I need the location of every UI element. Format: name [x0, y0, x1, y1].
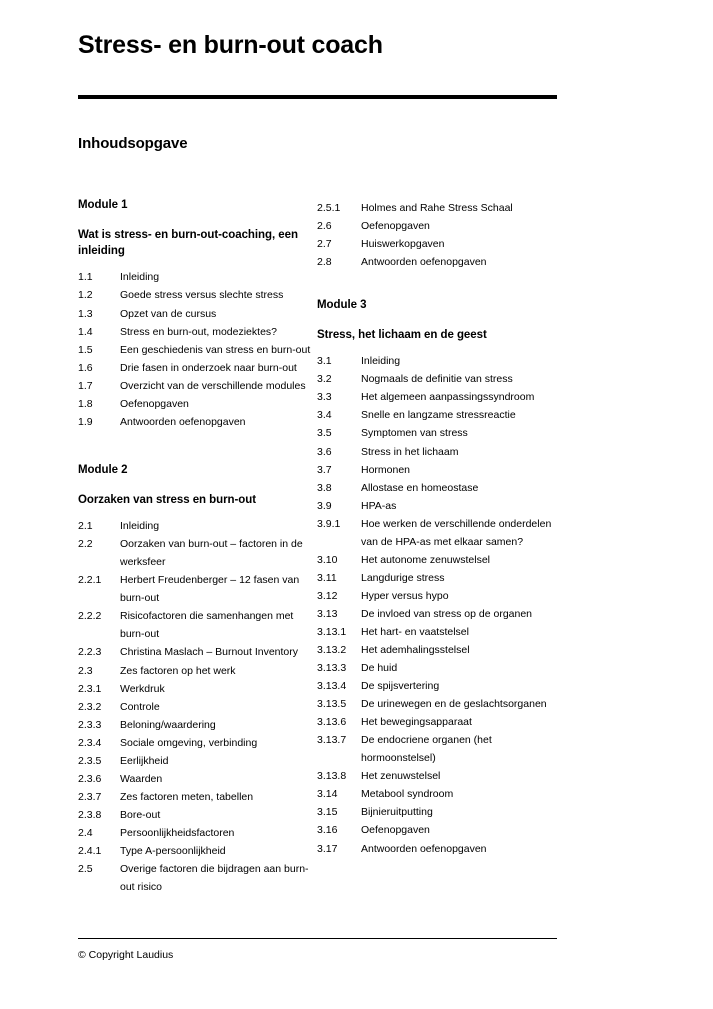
module-3-label: Module 3 — [317, 298, 367, 311]
toc-entry-label: De huid — [361, 662, 398, 675]
module-2-entry-list — [78, 517, 317, 896]
toc-entry-label: Stress en burn-out, modeziektes? — [120, 325, 277, 338]
toc-entry[interactable] — [317, 497, 556, 515]
toc-entry-number: 2.8 — [317, 255, 332, 268]
module-1-subtitle: Wat is stress- en burn-out-coaching, een inleiding — [78, 228, 298, 258]
toc-entry-label: Het ademhalingsstelsel — [361, 644, 470, 657]
toc-entry-number: 3.13.3 — [317, 662, 347, 675]
toc-entry-label: Type A-persoonlijkheid — [120, 845, 226, 857]
toc-entry-label: Antwoorden oefenopgaven — [120, 415, 246, 428]
toc-entry[interactable] — [78, 305, 317, 323]
toc-entry-label: Overzicht van de verschillende modules — [120, 379, 306, 392]
page-content — [78, 0, 557, 896]
toc-entry[interactable] — [317, 659, 556, 677]
toc-entry-number: 1.3 — [78, 307, 93, 320]
toc-columns — [78, 152, 557, 896]
toc-entry-number: 3.14 — [317, 788, 338, 801]
toc-entry-label: Holmes and Rahe Stress Schaal — [361, 201, 513, 214]
toc-entry-number: 3.17 — [317, 842, 338, 855]
toc-entry[interactable] — [317, 551, 556, 569]
toc-entry[interactable] — [78, 341, 317, 359]
toc-entry[interactable] — [78, 377, 317, 395]
toc-entry-label: Hoe werken de verschillende onderdelen van de HPA-as met elkaar samen? — [361, 517, 552, 548]
toc-entry[interactable] — [78, 571, 317, 607]
toc-entry-label: Drie fasen in onderzoek naar burn-out — [120, 361, 297, 374]
toc-entry-label: Oefenopgaven — [120, 397, 189, 410]
toc-entry[interactable] — [78, 323, 317, 341]
toc-entry-label: Goede stress versus slechte stress — [120, 289, 284, 302]
toc-entry-number: 3.13.4 — [317, 680, 347, 693]
module-1-section — [78, 199, 317, 431]
toc-entry-label: Stress in het lichaam — [361, 445, 459, 458]
toc-entry-number: 2.2.1 — [78, 574, 102, 587]
toc-entry-label: Risicofactoren die samenhangen met burn-out — [120, 610, 294, 641]
module-1-label: Module 1 — [78, 198, 128, 211]
toc-entry-number: 1.9 — [78, 415, 93, 428]
toc-entry[interactable] — [78, 824, 317, 842]
toc-entry-number: 2.2.3 — [78, 646, 102, 659]
toc-entry-number: 3.15 — [317, 806, 338, 819]
toc-entry-label: Sociale omgeving, verbinding — [120, 736, 258, 749]
toc-entry[interactable] — [317, 443, 556, 461]
toc-entry-number: 3.13.1 — [317, 625, 347, 638]
toc-entry-number: 2.3.5 — [78, 754, 102, 767]
toc-entry[interactable] — [317, 217, 556, 235]
toc-entry[interactable] — [317, 803, 556, 821]
toc-entry-number: 3.11 — [317, 571, 337, 584]
toc-entry[interactable] — [78, 806, 317, 824]
module-3-section — [317, 299, 556, 858]
toc-entry-number: 3.16 — [317, 824, 338, 837]
toc-entry-label: Overige factoren die bijdragen aan burn-out risico — [120, 863, 309, 894]
toc-heading: Inhoudsopgave — [78, 134, 188, 152]
page-title: Stress- en burn-out coach — [78, 31, 383, 59]
toc-entry-label: Snelle en langzame stressreactie — [361, 409, 516, 422]
toc-entry[interactable] — [317, 388, 556, 406]
toc-entry-label: De spijsvertering — [361, 680, 440, 693]
toc-entry[interactable] — [317, 677, 556, 695]
toc-entry-number: 2.6 — [317, 219, 332, 232]
toc-entry-label: Persoonlijkheidsfactoren — [120, 826, 235, 839]
toc-entry-label: Allostase en homeostase — [361, 481, 479, 494]
toc-entry[interactable] — [317, 515, 556, 551]
toc-entry[interactable] — [78, 680, 317, 698]
toc-entry-label: Het autonome zenuwstelsel — [361, 553, 490, 566]
toc-entry[interactable] — [317, 406, 556, 424]
module-2-continued-section — [317, 199, 556, 271]
toc-entry[interactable] — [78, 698, 317, 716]
toc-entry-number: 3.4 — [317, 409, 332, 422]
toc-entry-number: 1.7 — [78, 379, 93, 392]
toc-entry-number: 2.7 — [317, 237, 332, 250]
toc-entry-label: Zes factoren meten, tabellen — [120, 790, 254, 803]
toc-entry-number: 3.8 — [317, 481, 332, 494]
toc-entry-number: 3.1 — [317, 355, 332, 368]
toc-entry[interactable] — [317, 569, 556, 587]
toc-entry-label: Oefenopgaven — [361, 219, 430, 232]
toc-entry-number: 2.3.8 — [78, 808, 102, 821]
toc-entry[interactable] — [317, 587, 556, 605]
toc-entry-label: Werkdruk — [120, 682, 165, 695]
toc-entry-label: HPA-as — [361, 499, 397, 512]
toc-entry-number: 3.7 — [317, 463, 332, 476]
toc-entry-number: 2.4 — [78, 826, 93, 839]
toc-entry-number: 2.2.2 — [78, 610, 102, 623]
toc-entry[interactable] — [78, 842, 317, 860]
toc-entry-label: Antwoorden oefenopgaven — [361, 842, 487, 855]
toc-entry-number: 1.4 — [78, 325, 93, 338]
toc-entry[interactable] — [317, 253, 556, 271]
toc-entry-number: 1.2 — [78, 289, 93, 302]
module-2-continued-entry-list — [317, 199, 556, 271]
toc-entry[interactable] — [317, 785, 556, 803]
toc-entry[interactable] — [317, 713, 556, 731]
toc-entry-label: Herbert Freudenberger – 12 fasen van burn-out — [120, 574, 300, 605]
toc-entry-label: Christina Maslach – Burnout Inventory — [120, 646, 299, 659]
toc-entry-label: Waarden — [120, 772, 163, 785]
toc-entry-label: Bijnieruitputting — [361, 806, 433, 819]
toc-entry[interactable] — [78, 359, 317, 377]
toc-entry-label: Opzet van de cursus — [120, 307, 217, 320]
toc-entry-label: Hyper versus hypo — [361, 589, 449, 602]
module-1-entry-list — [78, 268, 317, 430]
toc-entry-label: Antwoorden oefenopgaven — [361, 255, 487, 268]
toc-entry-number: 1.8 — [78, 397, 93, 410]
toc-entry-number: 3.9.1 — [317, 517, 341, 530]
toc-entry-label: Oorzaken van burn-out – factoren in de werksfeer — [120, 538, 303, 569]
toc-entry-number: 3.6 — [317, 445, 332, 458]
toc-entry-label: De endocriene organen (het hormoonstelsel) — [361, 734, 492, 765]
toc-entry-number: 2.3.1 — [78, 682, 102, 695]
toc-entry-number: 3.13.7 — [317, 734, 347, 747]
section-spacer — [78, 431, 317, 464]
toc-entry-label: Nogmaals de definitie van stress — [361, 373, 513, 386]
toc-entry-number: 1.5 — [78, 343, 93, 356]
toc-entry[interactable] — [78, 413, 317, 431]
toc-entry[interactable] — [317, 605, 556, 623]
toc-entry[interactable] — [78, 286, 317, 304]
toc-entry-number: 2.3.4 — [78, 736, 102, 749]
toc-entry[interactable] — [78, 788, 317, 806]
section-spacer — [317, 271, 556, 299]
toc-column-left — [78, 199, 317, 896]
toc-entry-label: Symptomen van stress — [361, 427, 468, 440]
toc-entry-number: 2.4.1 — [78, 845, 102, 857]
module-3-subtitle: Stress, het lichaam en de geest — [317, 328, 487, 341]
toc-entry-label: Metabool syndroom — [361, 788, 454, 801]
toc-entry-label: Beloning/waardering — [120, 718, 216, 731]
toc-entry-number: 2.3.6 — [78, 772, 102, 785]
module-3-entry-list — [317, 352, 556, 857]
toc-entry[interactable] — [78, 662, 317, 680]
toc-entry[interactable] — [78, 268, 317, 286]
toc-entry-number: 2.3.7 — [78, 790, 102, 803]
toc-entry-label: Controle — [120, 700, 160, 713]
toc-entry[interactable] — [78, 716, 317, 734]
toc-entry[interactable] — [78, 770, 317, 788]
toc-entry-label: Huiswerkopgaven — [361, 237, 445, 250]
toc-entry[interactable] — [78, 517, 317, 535]
toc-entry[interactable] — [78, 643, 317, 661]
toc-entry[interactable] — [317, 623, 556, 641]
toc-entry[interactable] — [317, 641, 556, 659]
toc-entry[interactable] — [317, 461, 556, 479]
toc-entry-label: Zes factoren op het werk — [120, 664, 236, 677]
toc-entry[interactable] — [317, 424, 556, 442]
toc-entry-label: Inleiding — [361, 355, 401, 368]
toc-entry-number: 2.1 — [78, 520, 93, 533]
module-2-subtitle: Oorzaken van stress en burn-out — [78, 493, 257, 506]
toc-entry-number: 3.13.6 — [317, 716, 347, 729]
toc-entry-label: Hormonen — [361, 463, 411, 476]
toc-entry-number: 2.3 — [78, 664, 93, 677]
toc-entry[interactable] — [78, 860, 317, 896]
copyright-notice: © Copyright Laudius — [78, 949, 174, 961]
toc-entry[interactable] — [78, 752, 317, 770]
toc-entry-label: Inleiding — [120, 271, 160, 284]
toc-entry-label: Het hart- en vaatstelsel — [361, 625, 469, 638]
toc-entry[interactable] — [317, 235, 556, 253]
toc-entry-number: 2.5 — [78, 863, 93, 876]
toc-entry-label: Langdurige stress — [361, 571, 445, 584]
toc-entry-number: 3.13.5 — [317, 698, 347, 711]
toc-entry[interactable] — [78, 607, 317, 643]
toc-entry[interactable] — [317, 352, 556, 370]
toc-entry-number: 1.1 — [78, 271, 93, 284]
toc-entry[interactable] — [317, 767, 556, 785]
toc-entry-number: 1.6 — [78, 361, 93, 374]
toc-entry-number: 3.13 — [317, 607, 338, 620]
toc-entry-label: Het bewegingsapparaat — [361, 716, 472, 729]
toc-entry[interactable] — [317, 731, 556, 767]
toc-entry-number: 3.10 — [317, 553, 338, 566]
toc-entry[interactable] — [78, 535, 317, 571]
toc-entry[interactable] — [317, 479, 556, 497]
toc-entry-label: Het algemeen aanpassingssyndroom — [361, 391, 535, 404]
toc-entry[interactable] — [78, 734, 317, 752]
module-2-section — [78, 464, 317, 896]
toc-entry-number: 2.5.1 — [317, 201, 341, 214]
toc-entry-label: Inleiding — [120, 520, 160, 533]
toc-entry-label: De invloed van stress op de organen — [361, 607, 533, 620]
toc-entry-label: Oefenopgaven — [361, 824, 430, 837]
toc-entry-number: 3.2 — [317, 373, 332, 386]
toc-entry-number: 3.9 — [317, 499, 332, 512]
module-2-label: Module 2 — [78, 463, 128, 476]
toc-column-right — [300, 199, 556, 896]
toc-entry-number: 2.3.2 — [78, 700, 102, 713]
toc-entry-number: 3.12 — [317, 589, 338, 602]
toc-entry-label: De urinewegen en de geslachtsorganen — [361, 698, 547, 711]
toc-entry[interactable] — [317, 840, 556, 858]
toc-entry[interactable] — [78, 395, 317, 413]
toc-entry-label: Het zenuwstelsel — [361, 770, 441, 783]
toc-entry[interactable] — [317, 695, 556, 713]
toc-entry-label: Een geschiedenis van stress en burn-out — [120, 343, 311, 356]
toc-entry[interactable] — [317, 821, 556, 839]
toc-entry[interactable] — [317, 370, 556, 388]
toc-entry[interactable] — [317, 199, 556, 217]
toc-entry-number: 2.2 — [78, 538, 93, 551]
toc-entry-number: 3.13.8 — [317, 770, 347, 783]
toc-entry-label: Bore-out — [120, 808, 161, 821]
page-footer — [78, 938, 557, 961]
toc-entry-number: 3.5 — [317, 427, 332, 440]
toc-entry-label: Eerlijkheid — [120, 754, 169, 767]
toc-entry-number: 2.3.3 — [78, 718, 102, 731]
toc-entry-number: 3.3 — [317, 391, 332, 404]
toc-entry-number: 3.13.2 — [317, 644, 347, 657]
